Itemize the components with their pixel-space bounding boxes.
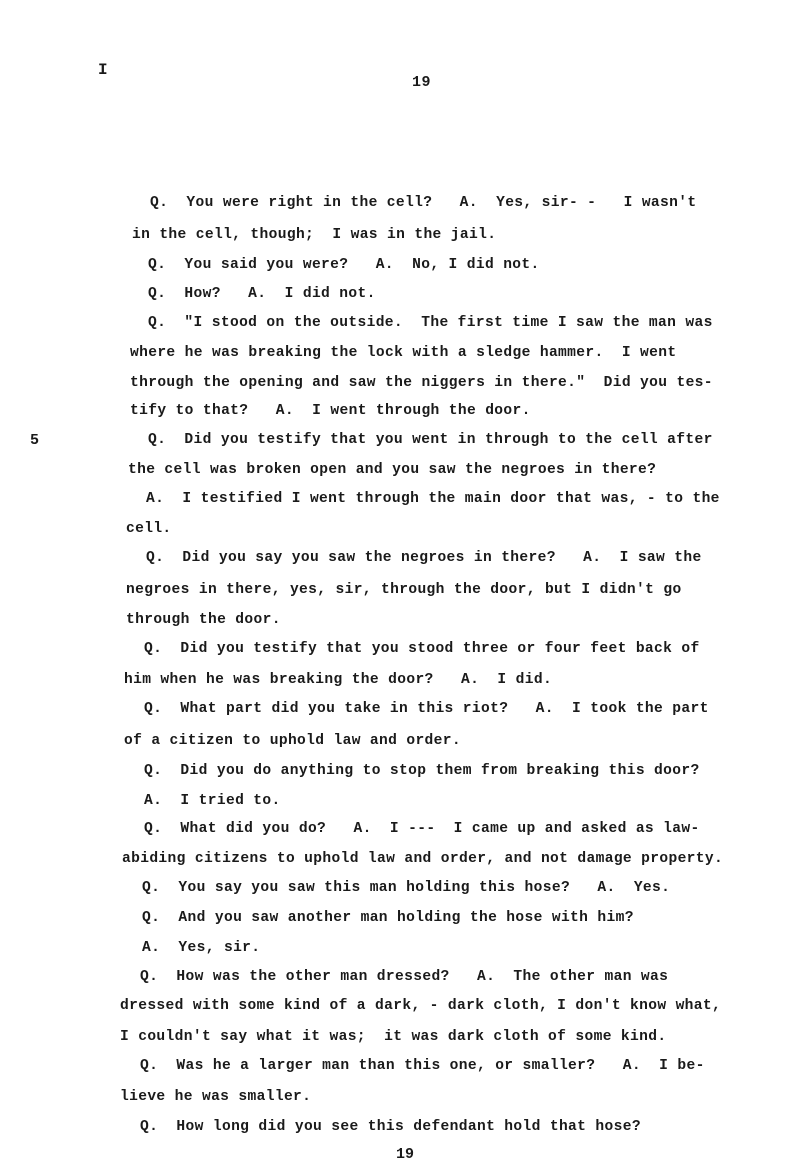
transcript-line: negroes in there, yes, sir, through the door, but I didn't go xyxy=(126,582,682,598)
transcript-line: Q. How long did you see this defendant hold that hose? xyxy=(140,1119,641,1135)
transcript-line: Q. "I stood on the outside. The first time I saw the man was xyxy=(148,315,713,331)
footer-page-number: 19 xyxy=(396,1146,415,1163)
transcript-line: the cell was broken open and you saw the negroes in there? xyxy=(128,462,657,478)
margin-line-marker: 5 xyxy=(30,432,40,449)
transcript-line: A. I testified I went through the main door that was, - to the xyxy=(146,491,720,507)
transcript-line: dressed with some kind of a dark, - dark cloth, I don't know what, xyxy=(120,998,722,1014)
transcript-line: I couldn't say what it was; it was dark cloth of some kind. xyxy=(120,1029,667,1045)
transcript-line: abiding citizens to uphold law and order, and not damage property. xyxy=(122,851,724,867)
transcript-line: Q. Was he a larger man than this one, or smaller? A. I be- xyxy=(140,1058,705,1074)
transcript-line: Q. How was the other man dressed? A. The other man was xyxy=(140,969,669,985)
transcript-line: Q. Did you do anything to stop them from breaking this door? xyxy=(144,763,700,779)
transcript-line: where he was breaking the lock with a sledge hammer. I went xyxy=(130,345,677,361)
transcript-line: him when he was breaking the door? A. I did. xyxy=(124,672,553,688)
transcript-line: through the opening and saw the niggers in there." Did you tes- xyxy=(130,375,713,391)
transcript-line: tify to that? A. I went through the door. xyxy=(130,403,531,419)
transcript-line: in the cell, though; I was in the jail. xyxy=(132,227,497,243)
transcript-line: A. Yes, sir. xyxy=(142,940,261,956)
transcript-line: Q. And you saw another man holding the hose with him? xyxy=(142,910,634,926)
transcript-line: through the door. xyxy=(126,612,281,628)
transcript-line: Q. You were right in the cell? A. Yes, sir- - I wasn't xyxy=(150,195,697,211)
page-number: 19 xyxy=(412,74,432,91)
transcript-line: Q. You said you were? A. No, I did not. xyxy=(148,257,540,273)
transcript-line: lieve he was smaller. xyxy=(120,1089,312,1105)
transcript-line: Q. What part did you take in this riot? A. I took the part xyxy=(144,701,709,717)
transcript-line: of a citizen to uphold law and order. xyxy=(124,733,461,749)
transcript-line: Q. How? A. I did not. xyxy=(148,286,376,302)
transcript-line: Q. What did you do? A. I --- I came up and asked as law- xyxy=(144,821,700,837)
transcript-line: A. I tried to. xyxy=(144,793,281,809)
transcript-line: cell. xyxy=(126,521,172,537)
transcript-line: Q. You say you saw this man holding this hose? A. Yes. xyxy=(142,880,671,896)
transcript-line: Q. Did you testify that you stood three or four feet back of xyxy=(144,641,700,657)
transcript-line: Q. Did you say you saw the negroes in there? A. I saw the xyxy=(146,550,702,566)
transcript-line: Q. Did you testify that you went in through to the cell after xyxy=(148,432,713,448)
corner-mark: I xyxy=(98,61,108,79)
